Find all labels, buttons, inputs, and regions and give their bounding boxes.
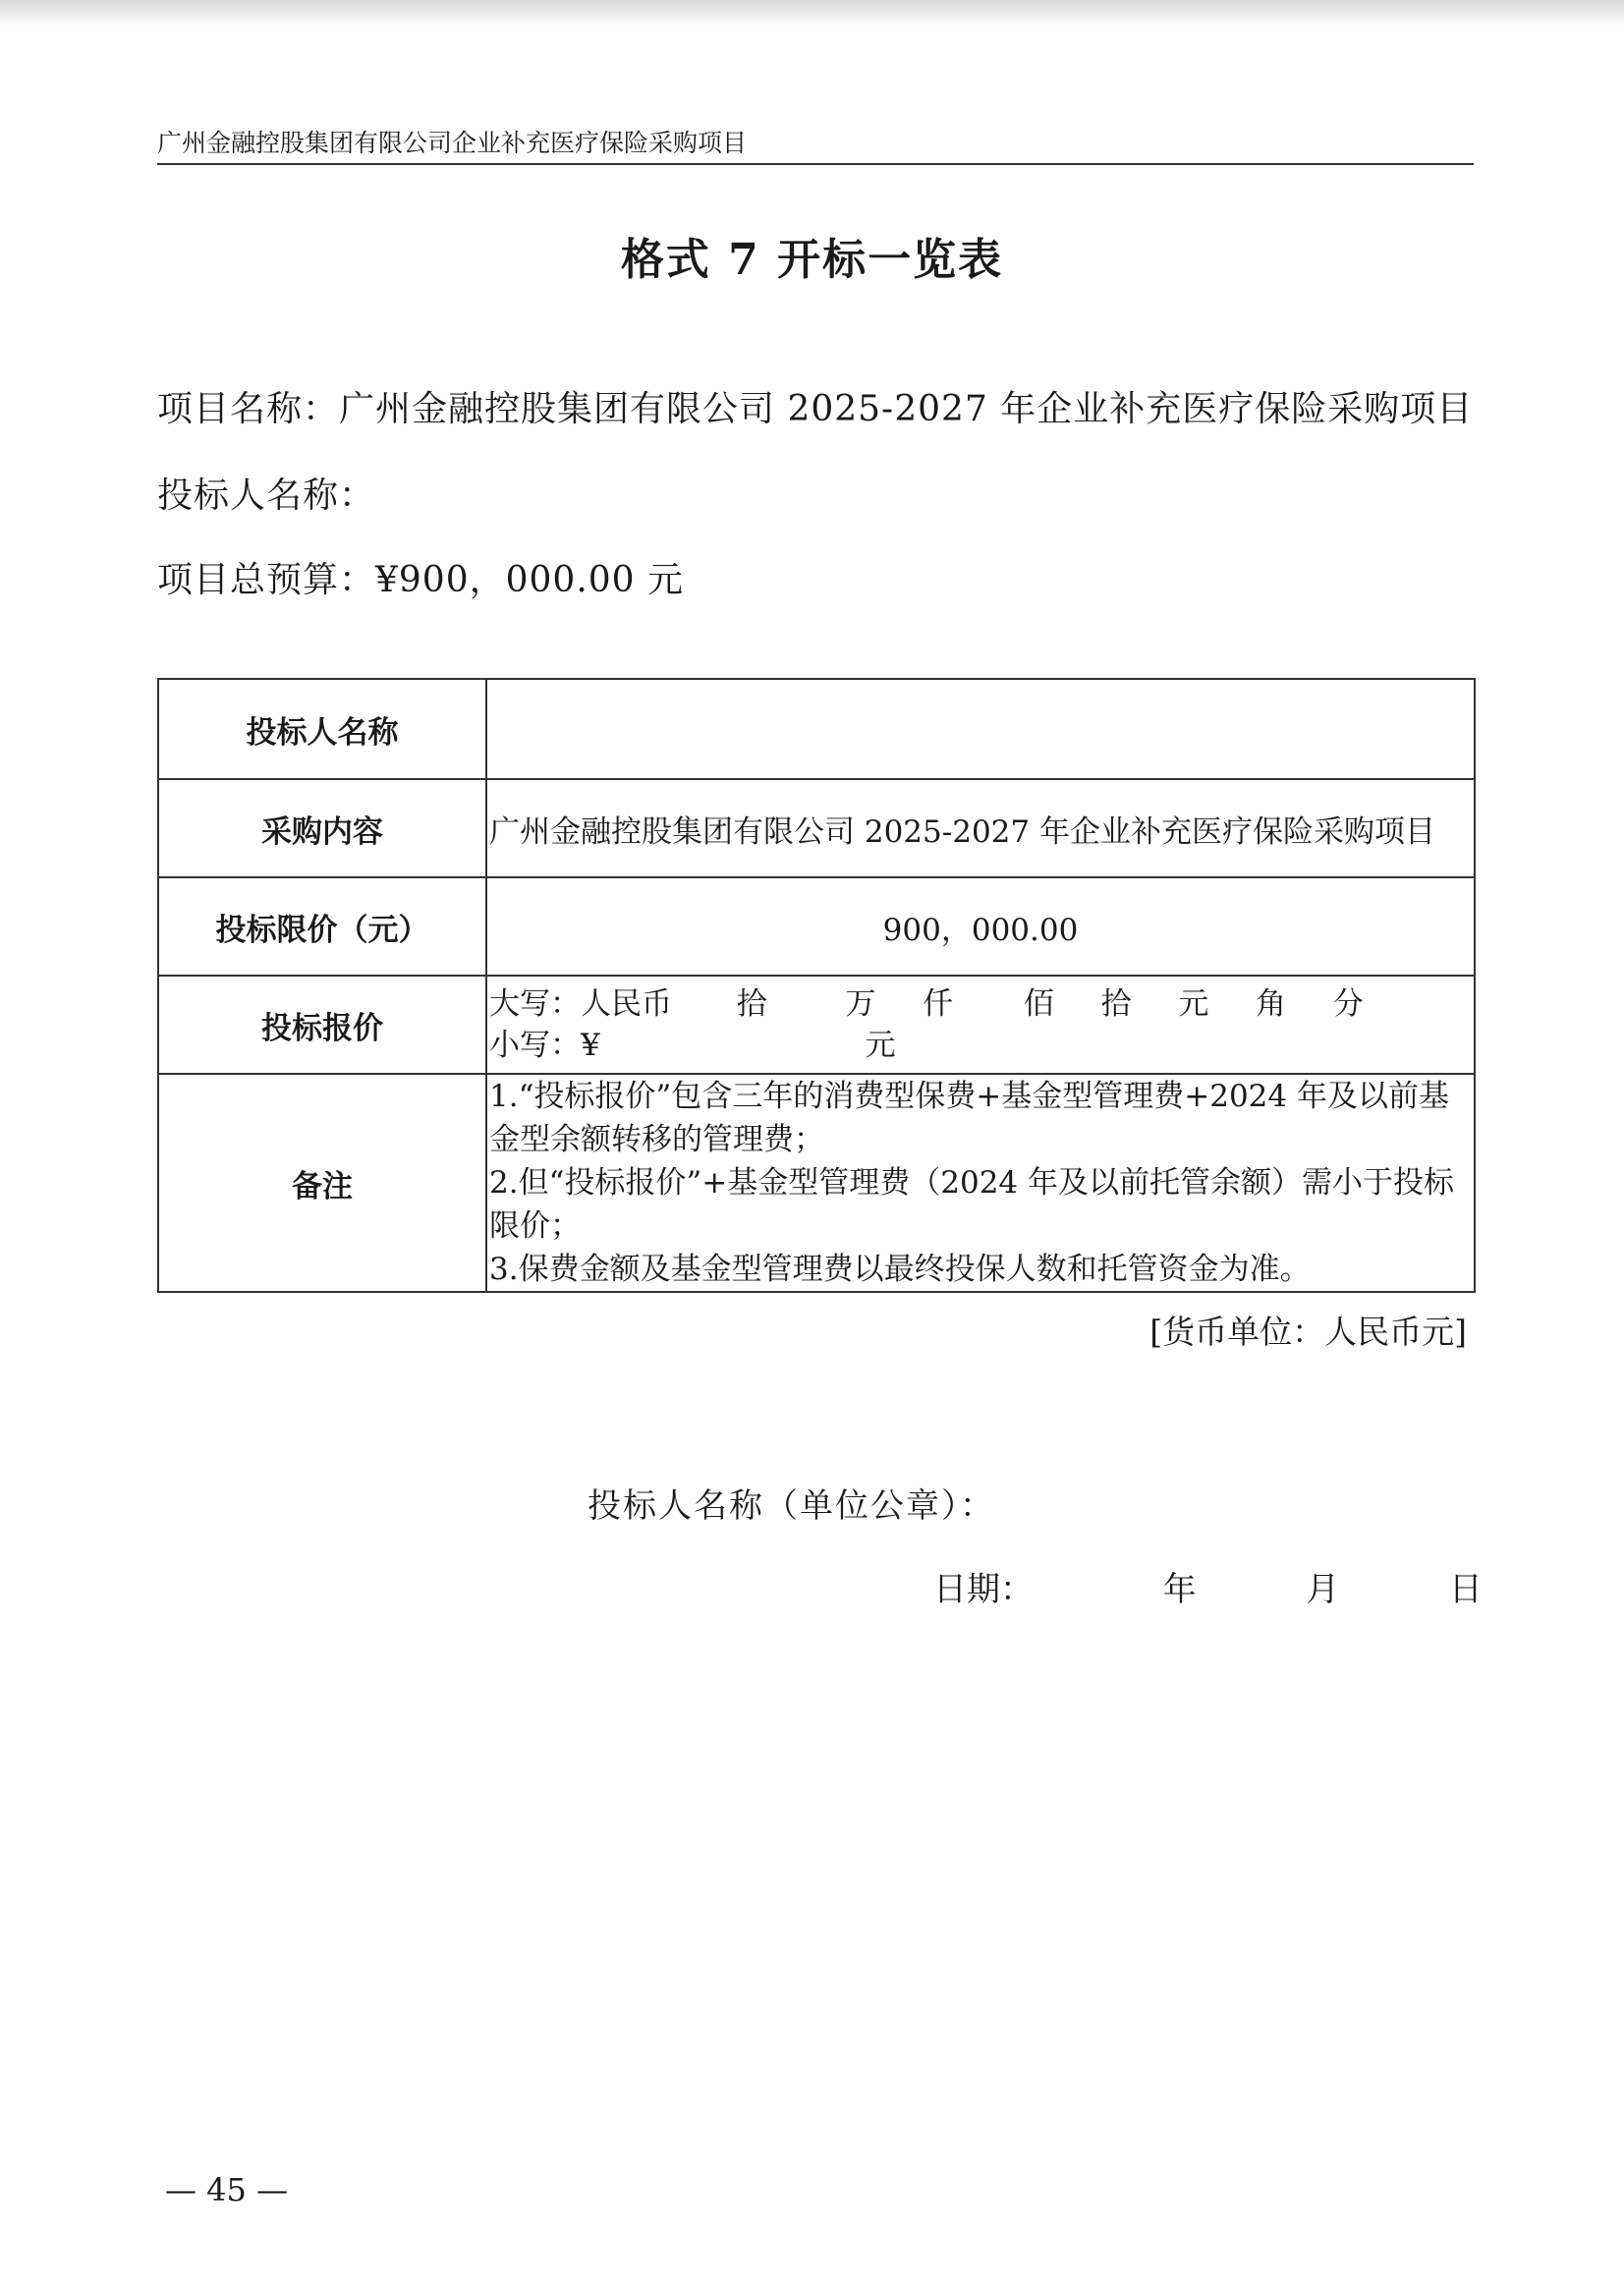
bid-price-figure: [489, 1025, 1472, 1066]
remark-line: 1.“投标报价”包含三年的消费型保费+基金型管理费+2024 年及以前基金型余额转移的管理费；: [489, 1079, 1449, 1157]
date-day: 日: [1448, 1570, 1483, 1609]
figure-prefix: 小写：¥: [489, 1028, 600, 1063]
bid-price-capital: [489, 983, 1472, 1025]
page-title: 格式 7 开标一览表: [620, 235, 1004, 285]
unit-char: 仟: [923, 986, 954, 1022]
unit-char: 角: [1256, 986, 1287, 1022]
currency-unit-note: [货币单位：人民币元]: [1149, 1313, 1467, 1351]
capital-prefix: 大写：人民币: [489, 986, 672, 1022]
scan-edge-shadow: [0, 0, 1624, 26]
remarks-label: 备注: [158, 1074, 486, 1292]
remark-line: 3.保费金额及基金型管理费以最终投保人数和托管资金为准。: [489, 1252, 1311, 1287]
table-row: [158, 1074, 1475, 1292]
table-row: [158, 976, 1475, 1074]
page-number: — 45 —: [165, 2171, 289, 2209]
remark-line: 2.但“投标报价”+基金型管理费（2024 年及以前托管余额）需小于投标限价；: [489, 1165, 1454, 1244]
table-row: [158, 679, 1475, 779]
bid-summary-table: [157, 678, 1476, 1293]
table-row: [158, 779, 1475, 877]
bidder-name-line: 投标人名称：: [157, 476, 376, 516]
procurement-content-label: 采购内容: [158, 779, 486, 877]
date-month: 月: [1306, 1570, 1340, 1609]
bid-limit-label: 投标限价（元）: [158, 877, 486, 976]
bidder-seal-label: 投标人名称（单位公章）：: [588, 1486, 995, 1526]
table-row: [158, 877, 1475, 976]
bidder-name-value[interactable]: [486, 679, 1475, 779]
remarks-value: [486, 1074, 1475, 1292]
unit-char: 分: [1332, 986, 1364, 1022]
bid-price-value[interactable]: [486, 976, 1475, 1074]
figure-suffix: 元: [865, 1028, 896, 1063]
project-name-line: 项目名称：广州金融控股集团有限公司 2025-2027 年企业补充医疗保险采购项目: [157, 389, 1474, 429]
bid-price-label: 投标报价: [158, 976, 486, 1074]
date-label: 日期：: [933, 1570, 1034, 1609]
bidder-name-label: 投标人名称: [158, 679, 486, 779]
date-line: [933, 1562, 1483, 1610]
unit-char: 拾: [1100, 986, 1132, 1022]
procurement-content-value: 广州金融控股集团有限公司 2025-2027 年企业补充医疗保险采购项目: [486, 779, 1475, 877]
date-year: 年: [1162, 1570, 1197, 1609]
unit-char: 元: [1178, 986, 1209, 1022]
unit-char: 万: [845, 986, 876, 1022]
bid-limit-value: 900，000.00: [486, 877, 1475, 976]
budget-line: 项目总预算：¥900，000.00 元: [157, 560, 685, 600]
running-header: 广州金融控股集团有限公司企业补充医疗保险采购项目: [157, 128, 1474, 165]
unit-char: 佰: [1023, 986, 1054, 1022]
unit-char: 拾: [736, 986, 767, 1022]
